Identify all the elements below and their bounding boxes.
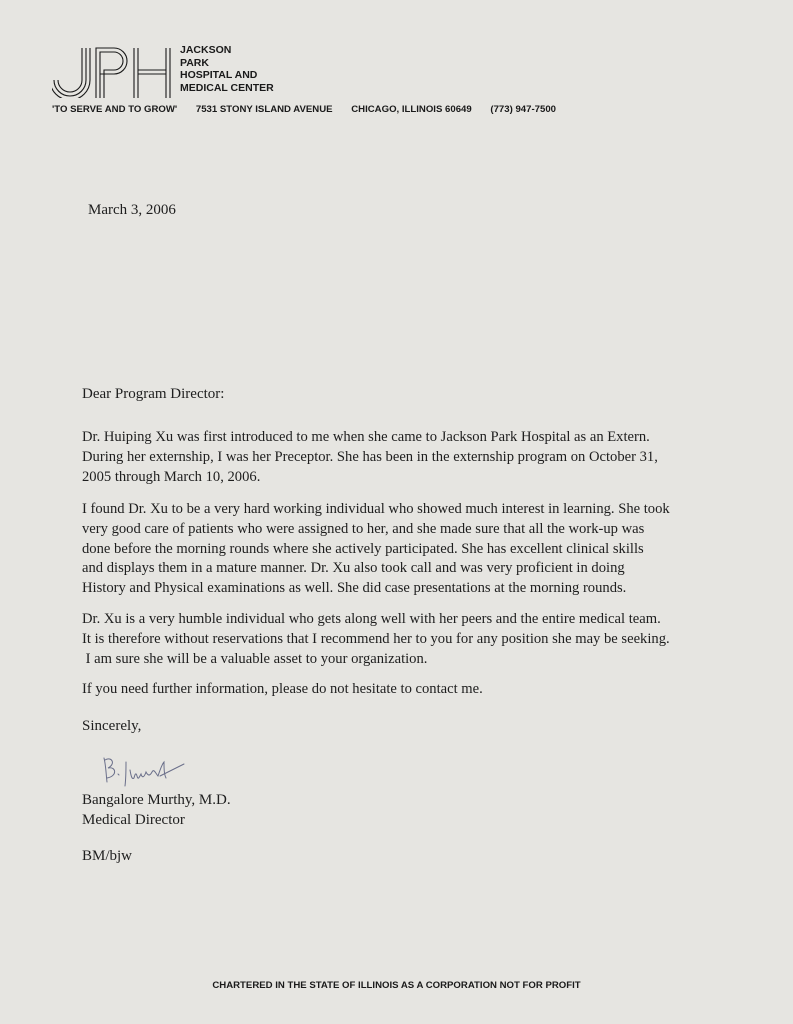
text-line: I found Dr. Xu to be a very hard working individual who showed much interest in learning. She took bbox=[82, 501, 670, 517]
hospital-name-line: MEDICAL CENTER bbox=[180, 81, 274, 94]
letter-date: March 3, 2006 bbox=[88, 202, 176, 218]
text-line: History and Physical examinations as well. She did case presentations at the morning rounds. bbox=[82, 580, 627, 597]
text-line: very good care of patients who were assigned to her, and she made sure that all the work-up was bbox=[82, 520, 645, 537]
text-line: If you need further information, please do not hesitate to contact me. bbox=[82, 681, 483, 697]
text-line: It is therefore without reservations that I recommend her to you for any position she may be seeking. bbox=[82, 630, 670, 647]
street-address: 7531 STONY ISLAND AVENUE bbox=[195, 104, 333, 115]
footer-text: CHARTERED IN THE STATE OF ILLINOIS AS A CORPORATION NOT FOR PROFIT bbox=[212, 980, 581, 991]
handwritten-signature bbox=[98, 752, 198, 794]
paragraph-assessment bbox=[82, 500, 722, 599]
paragraph-introduction bbox=[82, 428, 722, 487]
text-line: 2005 through March 10, 2006. bbox=[82, 468, 261, 485]
letterhead-contact-line bbox=[52, 104, 572, 115]
paragraph-contact bbox=[82, 680, 722, 700]
text-line: and displays them in a mature manner. Dr. Xu also took call and was very proficient in doing bbox=[82, 560, 625, 577]
hospital-name-line: PARK bbox=[180, 56, 209, 69]
motto: 'TO SERVE AND TO GROW' bbox=[52, 104, 178, 115]
closing: Sincerely, bbox=[82, 718, 142, 734]
reference-initials: BM/bjw bbox=[82, 848, 133, 864]
city-state-zip: CHICAGO, ILLINOIS 60649 bbox=[351, 104, 472, 115]
paragraph-recommendation bbox=[82, 610, 722, 669]
text-line: Dr. Xu is a very humble individual who gets along well with her peers and the entire medical team. bbox=[82, 611, 661, 627]
hospital-name-line: JACKSON bbox=[180, 44, 232, 56]
hospital-name bbox=[180, 44, 274, 94]
phone-number: (773) 947-7500 bbox=[490, 104, 556, 115]
hospital-name-line: HOSPITAL AND bbox=[180, 69, 258, 81]
signer-block bbox=[82, 790, 231, 830]
salutation: Dear Program Director: bbox=[82, 386, 225, 402]
signer-title: Medical Director bbox=[82, 812, 185, 828]
text-line: I am sure she will be a valuable asset to your organization. bbox=[82, 650, 428, 667]
footer-charter-statement bbox=[0, 980, 793, 991]
text-line: During her externship, I was her Preceptor. She has been in the externship program on October 31, bbox=[82, 448, 658, 465]
text-line: Dr. Huiping Xu was first introduced to me when she came to Jackson Park Hospital as an Extern. bbox=[82, 429, 650, 445]
text-line: done before the morning rounds where she actively participated. She has excellent clinical skills bbox=[82, 540, 644, 557]
hospital-logo bbox=[52, 46, 176, 98]
signer-name: Bangalore Murthy, M.D. bbox=[82, 792, 231, 808]
